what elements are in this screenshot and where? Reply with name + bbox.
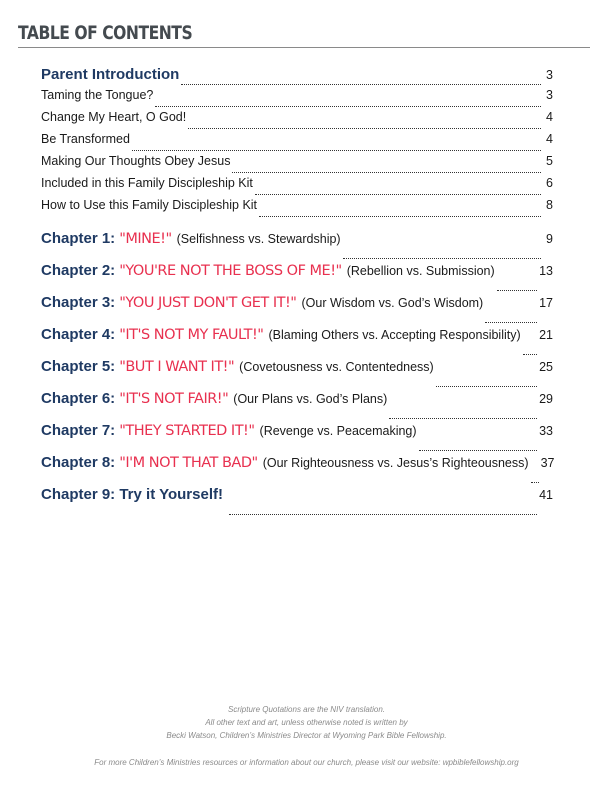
chapter-label: Chapter 3:: [41, 294, 116, 311]
website-line: For more Children’s Ministries resources or information about our church, please visit our website: wpbiblefellowship.org: [94, 758, 519, 767]
toc-page-number: 29: [539, 392, 553, 406]
chapter-label: Chapter 4:: [41, 326, 116, 343]
chapter-label: Chapter 8:: [41, 454, 116, 471]
chapter-subtitle: (Covetousness vs. Contentedness): [239, 360, 434, 374]
chapter-quote: "I'M NOT THAT BAD": [119, 455, 258, 471]
chapter-label: Chapter 2:: [41, 262, 116, 279]
chapter-label: Chapter 9: Try it Yourself!: [41, 486, 223, 503]
table-of-contents: [41, 66, 553, 518]
toc-page-number: 25: [539, 360, 553, 374]
chapter-subtitle: (Our Plans vs. God’s Plans): [233, 392, 388, 406]
toc-entry-title: Be Transformed: [41, 132, 130, 146]
toc-page-number: 13: [539, 264, 553, 278]
toc-entry-chapter-5[interactable]: [41, 358, 553, 390]
dot-leader: [419, 450, 538, 451]
chapter-subtitle: (Our Wisdom vs. God’s Wisdom): [301, 296, 484, 310]
toc-entry-section[interactable]: [41, 88, 553, 110]
toc-entry-title: Taming the Tongue?: [41, 88, 154, 102]
toc-entry-title: Making Our Thoughts Obey Jesus: [41, 154, 231, 168]
dot-leader: [497, 290, 537, 291]
dot-leader: [531, 482, 539, 483]
toc-entry-section[interactable]: [41, 154, 553, 176]
dot-leader: [259, 216, 541, 217]
toc-entry-section[interactable]: [41, 110, 553, 132]
toc-entry-chapter-9[interactable]: [41, 486, 553, 518]
dot-leader: [523, 354, 537, 355]
toc-page-number: 4: [546, 110, 553, 124]
chapter-label: Chapter 6:: [41, 390, 116, 407]
toc-page-number: 33: [539, 424, 553, 438]
chapter-label: Chapter 5:: [41, 358, 116, 375]
toc-page-number: 3: [546, 88, 553, 102]
website-note: [0, 756, 613, 769]
chapter-label: Chapter 7:: [41, 422, 116, 439]
toc-entry-chapter-6[interactable]: [41, 390, 553, 422]
dot-leader: [485, 322, 537, 323]
chapter-subtitle: (Our Righteousness vs. Jesus’s Righteousness): [262, 456, 529, 470]
toc-entry-chapter-3[interactable]: [41, 294, 553, 326]
chapter-quote: "THEY STARTED IT!": [119, 423, 255, 439]
toc-entry-title: How to Use this Family Discipleship Kit: [41, 198, 258, 212]
chapter-subtitle: (Selfishness vs. Stewardship): [176, 232, 341, 246]
chapter-subtitle: (Revenge vs. Peacemaking): [259, 424, 417, 438]
toc-entry-chapter-2[interactable]: [41, 262, 553, 294]
toc-entry-title: Change My Heart, O God!: [41, 110, 187, 124]
dot-leader: [389, 418, 537, 419]
toc-entry-section[interactable]: [41, 198, 553, 220]
chapter-quote: "BUT I WANT IT!": [119, 359, 235, 375]
chapter-subtitle: (Blaming Others vs. Accepting Responsibility): [268, 328, 521, 342]
chapter-quote: "YOU'RE NOT THE BOSS OF ME!": [119, 263, 342, 279]
toc-page-number: 5: [546, 154, 553, 168]
chapter-quote: "YOU JUST DON'T GET IT!": [119, 295, 297, 311]
toc-page-number: 17: [539, 296, 553, 310]
toc-page-number: 6: [546, 176, 553, 190]
toc-page-number: 4: [546, 132, 553, 146]
toc-entry-title: Parent Introduction: [41, 66, 180, 83]
page-header: TABLE OF CONTENTS: [18, 22, 193, 44]
toc-entry-chapter-7[interactable]: [41, 422, 553, 454]
credit-line: Becki Watson, Children’s Ministries Director at Wyoming Park Bible Fellowship.: [166, 731, 447, 740]
dot-leader: [229, 514, 537, 515]
dot-leader: [132, 150, 541, 151]
toc-entry-chapter-4[interactable]: [41, 326, 553, 358]
dot-leader: [436, 386, 537, 387]
dot-leader: [155, 106, 541, 107]
chapter-quote: "IT'S NOT MY FAULT!": [119, 327, 264, 343]
toc-page-number: 37: [540, 456, 555, 470]
toc-page-number: 3: [546, 68, 553, 82]
toc-entry-chapter-1[interactable]: [41, 230, 553, 262]
credits: [0, 703, 613, 742]
credit-line: All other text and art, unless otherwise noted is written by: [205, 718, 408, 727]
header-divider: [18, 47, 590, 48]
toc-entry-section[interactable]: [41, 132, 553, 154]
chapter-subtitle: (Rebellion vs. Submission): [346, 264, 495, 278]
dot-leader: [343, 258, 541, 259]
spacer: [41, 220, 553, 230]
toc-entry-parent-introduction[interactable]: [41, 66, 553, 88]
toc-entry-section[interactable]: [41, 176, 553, 198]
dot-leader: [232, 172, 541, 173]
chapter-quote: "MINE!": [119, 231, 172, 247]
toc-page-number: 21: [539, 328, 553, 342]
dot-leader: [255, 194, 541, 195]
dot-leader: [181, 84, 541, 85]
toc-entry-title: Included in this Family Discipleship Kit: [41, 176, 253, 190]
dot-leader: [188, 128, 541, 129]
toc-page-number: 9: [546, 232, 553, 246]
credit-line: Scripture Quotations are the NIV translation.: [228, 705, 385, 714]
chapter-quote: "IT'S NOT FAIR!": [119, 391, 229, 407]
toc-page-number: 8: [546, 198, 553, 212]
toc-entry-chapter-8[interactable]: [41, 454, 553, 486]
chapter-label: Chapter 1:: [41, 230, 116, 247]
toc-page-number: 41: [539, 488, 553, 502]
